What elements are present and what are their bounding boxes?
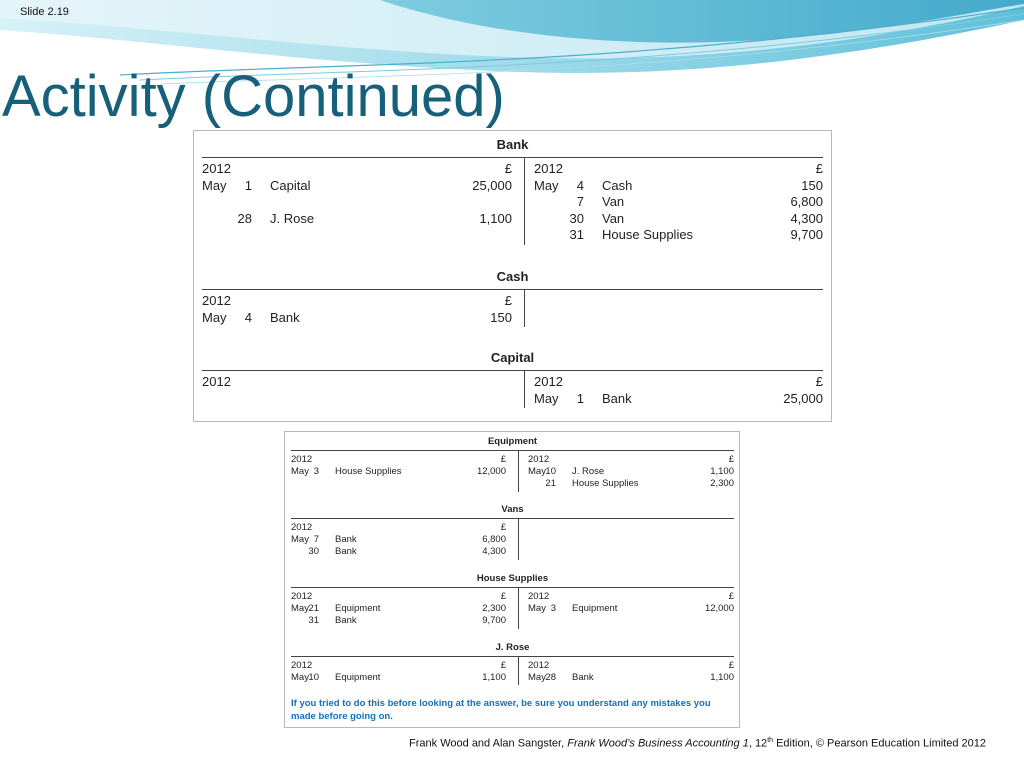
ledger-entry-row xyxy=(202,194,512,211)
account-rule xyxy=(291,518,734,519)
currency-label: £ xyxy=(500,591,506,602)
ledger-entry-row xyxy=(291,672,506,684)
entry-month: May xyxy=(291,672,309,684)
entry-description: House Supplies xyxy=(572,478,639,490)
year-label: 2012 xyxy=(528,454,550,465)
entry-amount: 4,300 xyxy=(790,210,823,226)
entry-month: May xyxy=(291,603,309,615)
footer-authors: Frank Wood and Alan Sangster, xyxy=(409,737,568,750)
ledger-header-row xyxy=(534,374,823,391)
ledger-panel-bottom xyxy=(284,431,740,728)
account-title: Vans xyxy=(501,504,524,515)
ledger-header-row xyxy=(202,293,512,310)
entry-amount: 2,300 xyxy=(710,478,734,490)
currency-label: £ xyxy=(728,660,734,671)
entry-description: Bank xyxy=(335,615,357,627)
entry-description: Bank xyxy=(335,534,357,546)
entry-description: Equipment xyxy=(335,672,381,684)
entry-description: Bank xyxy=(602,390,632,406)
account-rule xyxy=(202,289,823,290)
ledger-entry-row xyxy=(534,391,823,408)
account-divider xyxy=(518,450,519,492)
entry-day: 3 xyxy=(313,466,319,478)
entry-month: May xyxy=(534,177,559,193)
entry-description: Cash xyxy=(602,177,633,193)
account-title: Cash xyxy=(496,269,529,284)
year-label: 2012 xyxy=(202,293,231,308)
ledger-entry-row xyxy=(202,211,512,228)
year-label: 2012 xyxy=(291,454,313,465)
entry-amount: 1,100 xyxy=(710,466,734,478)
account-rule xyxy=(291,656,734,657)
entry-day: 1 xyxy=(576,390,584,406)
footer-citation xyxy=(0,737,986,750)
account-title: Capital xyxy=(490,350,535,365)
ledger-entry-row xyxy=(528,478,734,490)
entry-amount: 1,100 xyxy=(482,672,506,684)
currency-label: £ xyxy=(728,591,734,602)
ledger-entry-row xyxy=(528,603,734,615)
footer-book-title: Frank Wood’s Business Accounting 1 xyxy=(567,737,749,750)
entry-description: Capital xyxy=(270,177,311,193)
entry-amount: 6,800 xyxy=(790,194,823,209)
account-title: Bank xyxy=(496,137,529,152)
currency-label: £ xyxy=(815,374,823,389)
ledger-entry-row xyxy=(528,466,734,478)
entry-day: 30 xyxy=(308,546,319,558)
entry-description: J. Rose xyxy=(572,466,605,478)
account-divider xyxy=(524,289,525,327)
account-rule xyxy=(202,370,823,371)
ledger-entry-row xyxy=(202,310,512,327)
ledger-header-row xyxy=(528,660,734,672)
entry-description: Bank xyxy=(270,309,300,325)
entry-day: 31 xyxy=(569,227,584,242)
entry-amount: 12,000 xyxy=(476,466,506,478)
entry-day: 4 xyxy=(244,309,252,325)
entry-amount: 25,000 xyxy=(783,390,823,406)
entry-amount: 2,300 xyxy=(482,603,506,615)
ledger-entry-row xyxy=(534,178,823,195)
account-divider xyxy=(518,656,519,685)
entry-month: May xyxy=(202,309,227,325)
ledger-entry-row xyxy=(528,672,734,684)
account-title: J. Rose xyxy=(495,642,530,653)
ledger-entry-row xyxy=(291,466,506,478)
entry-description: Van xyxy=(602,210,625,226)
entry-description: Bank xyxy=(572,672,594,684)
ledger-header-row xyxy=(202,374,512,391)
ledger-panel-top xyxy=(193,130,832,422)
ledger-entry-row xyxy=(291,534,506,546)
entry-month: May xyxy=(528,466,546,478)
entry-day: 4 xyxy=(576,177,584,193)
year-label: 2012 xyxy=(534,161,563,176)
entry-month: May xyxy=(528,603,546,615)
currency-label: £ xyxy=(504,293,512,308)
entry-amount: 12,000 xyxy=(704,603,734,615)
entry-description: Equipment xyxy=(572,603,618,615)
entry-day: 21 xyxy=(308,603,319,615)
account-title: House Supplies xyxy=(476,573,549,584)
account-rule xyxy=(202,157,823,158)
currency-label: £ xyxy=(728,454,734,465)
year-label: 2012 xyxy=(291,591,313,602)
entry-amount: 4,300 xyxy=(482,546,506,558)
year-label: 2012 xyxy=(528,591,550,602)
ledger-entry-row xyxy=(291,615,506,627)
account-divider xyxy=(518,587,519,629)
year-label: 2012 xyxy=(202,161,231,176)
entry-amount: 9,700 xyxy=(482,615,506,627)
ledger-entry-row xyxy=(291,603,506,615)
ledger-header-row xyxy=(291,522,506,534)
account-divider xyxy=(524,157,525,245)
year-label: 2012 xyxy=(528,660,550,671)
ledger-header-row xyxy=(291,660,506,672)
currency-label: £ xyxy=(500,660,506,671)
year-label: 2012 xyxy=(202,374,231,389)
ledger-header-row xyxy=(291,454,506,466)
account-divider xyxy=(524,370,525,408)
footer-edition-suffix: th xyxy=(767,737,774,744)
entry-amount: 1,100 xyxy=(710,672,734,684)
ledger-entry-row xyxy=(534,227,823,244)
footer-publisher: Edition, © Pearson Education Limited 2012 xyxy=(773,737,986,750)
ledger-entry-row xyxy=(291,546,506,558)
entry-day: 3 xyxy=(550,603,556,615)
ledger-header-row xyxy=(202,161,512,178)
entry-description: Bank xyxy=(335,546,357,558)
slide-title: Activity (Continued) xyxy=(2,64,505,129)
entry-description: J. Rose xyxy=(270,210,315,226)
entry-day: 31 xyxy=(308,615,319,627)
entry-day: 10 xyxy=(308,672,319,684)
entry-amount: 150 xyxy=(490,309,512,325)
entry-description: House Supplies xyxy=(602,227,694,242)
entry-month: May xyxy=(528,672,546,684)
entry-description: House Supplies xyxy=(335,466,402,478)
year-label: 2012 xyxy=(534,374,563,389)
account-rule xyxy=(291,587,734,588)
entry-day: 28 xyxy=(545,672,556,684)
entry-amount: 25,000 xyxy=(472,177,512,193)
entry-day: 1 xyxy=(244,177,252,193)
entry-day: 28 xyxy=(237,210,252,226)
slide-number: Slide 2.19 xyxy=(20,6,69,18)
entry-day: 21 xyxy=(545,478,556,490)
currency-label: £ xyxy=(504,161,512,176)
study-note: If you tried to do this before looking at the answer, be sure you understand any mistakes you made before going on. xyxy=(291,698,711,722)
ledger-entry-row xyxy=(534,194,823,211)
entry-month: May xyxy=(291,534,309,546)
entry-day: 10 xyxy=(545,466,556,478)
currency-label: £ xyxy=(815,161,823,176)
entry-month: May xyxy=(534,390,559,406)
entry-amount: 6,800 xyxy=(482,534,506,546)
account-title: Equipment xyxy=(487,436,538,447)
entry-amount: 150 xyxy=(801,177,823,193)
ledger-header-row xyxy=(528,454,734,466)
year-label: 2012 xyxy=(291,522,313,533)
ledger-entry-row xyxy=(534,211,823,228)
entry-amount: 1,100 xyxy=(479,210,512,226)
entry-amount: 9,700 xyxy=(790,227,823,242)
ledger-header-row xyxy=(291,591,506,603)
entry-day: 7 xyxy=(313,534,319,546)
entry-description: Van xyxy=(602,194,625,209)
ledger-header-row xyxy=(528,591,734,603)
entry-month: May xyxy=(291,466,309,478)
entry-day: 30 xyxy=(569,210,584,226)
ledger-header-row xyxy=(528,522,734,534)
entry-day: 7 xyxy=(576,194,584,209)
currency-label: £ xyxy=(500,522,506,533)
account-divider xyxy=(518,518,519,560)
entry-month: May xyxy=(202,177,227,193)
ledger-header-row xyxy=(534,293,823,310)
footer-edition: , 12 xyxy=(748,737,768,750)
year-label: 2012 xyxy=(291,660,313,671)
entry-description: Equipment xyxy=(335,603,381,615)
ledger-entry-row xyxy=(202,178,512,195)
currency-label: £ xyxy=(500,454,506,465)
account-rule xyxy=(291,450,734,451)
ledger-header-row xyxy=(534,161,823,178)
